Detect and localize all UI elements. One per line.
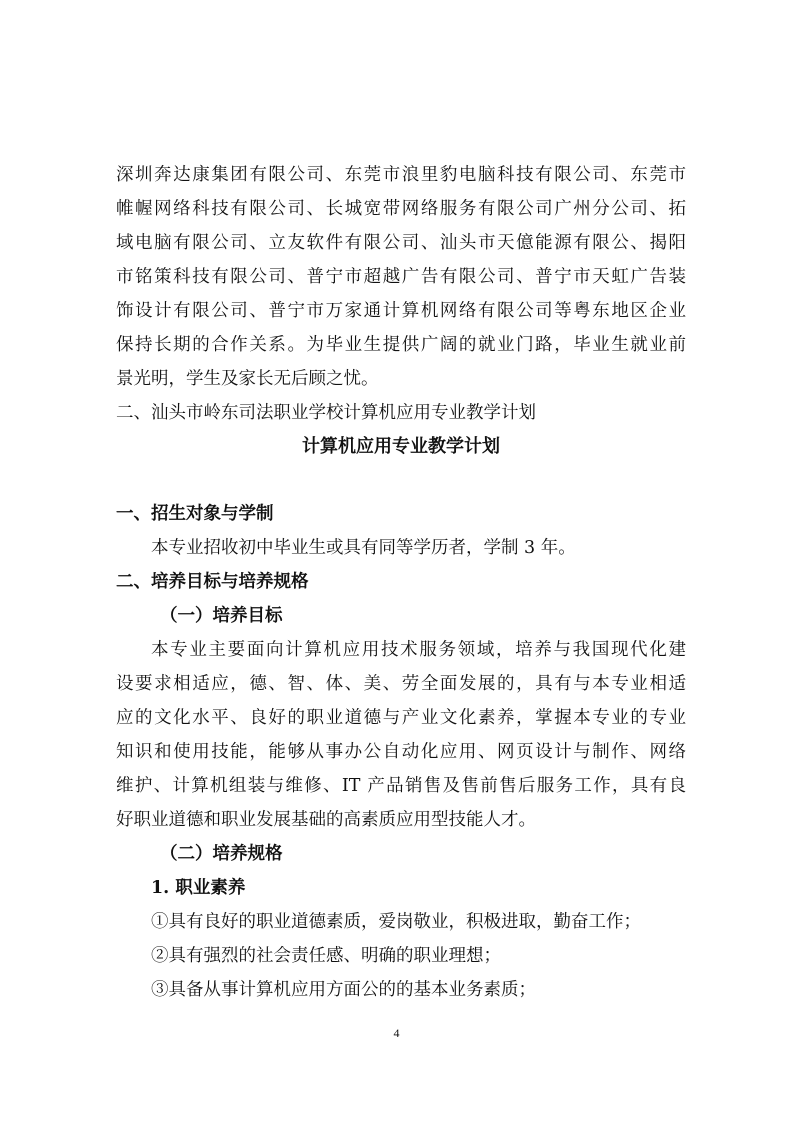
plan-title: 计算机应用专业教学计划 — [302, 436, 500, 457]
page-number: 4 — [393, 1026, 400, 1040]
list-item: ①具有良好的职业道德素质，爱岗敬业，积极进取，勤奋工作； — [151, 912, 641, 932]
paragraph-line: 应的文化水平、良好的职业道德与产业文化素养，掌握本专业的专业 — [116, 708, 686, 728]
list-item: ②具有强烈的社会责任感、明确的职业理想； — [151, 946, 501, 966]
paragraph-line: 设要求相适应，德、智、体、美、劳全面发展的，具有与本专业相适 — [116, 674, 686, 694]
heading-enrollment: 一、招生对象与学制 — [116, 504, 274, 524]
paragraph-line: 本专业主要面向计算机应用技术服务领域，培养与我国现代化建 — [151, 640, 686, 660]
list-item: ③具备从事计算机应用方面公的的基本业务素质； — [151, 980, 536, 1000]
heading-goals-specs: 二、培养目标与培养规格 — [116, 572, 309, 592]
paragraph-line: 知识和使用技能，能够从事办公自动化应用、网页设计与制作、网络 — [116, 742, 686, 762]
subheading-professional-quality: 1. 职业素养 — [151, 878, 246, 898]
paragraph-line: 保持长期的合作关系。为毕业生提供广阔的就业门路，毕业生就业前 — [116, 335, 686, 355]
paragraph-line: 好职业道德和职业发展基础的高素质应用型技能人才。 — [116, 810, 536, 830]
enrollment-text: 本专业招收初中毕业生或具有同等学历者，学制 3 年。 — [151, 538, 576, 558]
subheading-specs: （二）培养规格 — [160, 844, 283, 864]
paragraph-line: 景光明，学生及家长无后顾之忧。 — [116, 369, 379, 389]
paragraph-line: 帷幄网络科技有限公司、长城宽带网络服务有限公司广州分公司、拓 — [116, 199, 686, 219]
paragraph-line: 饰设计有限公司、普宁市万家通计算机网络有限公司等粤东地区企业 — [116, 301, 686, 321]
paragraph-line: 市铭策科技有限公司、普宁市超越广告有限公司、普宁市天虹广告装 — [116, 267, 686, 287]
subheading-goals: （一）培养目标 — [160, 606, 283, 626]
paragraph-line: 深圳奔达康集团有限公司、东莞市浪里豹电脑科技有限公司、东莞市 — [116, 165, 686, 185]
paragraph-line: 域电脑有限公司、立友软件有限公司、汕头市天億能源有限公、揭阳 — [116, 233, 686, 253]
paragraph-line: 维护、计算机组装与维修、IT 产品销售及售前售后服务工作，具有良 — [116, 776, 686, 796]
section-heading: 二、汕头市岭东司法职业学校计算机应用专业教学计划 — [116, 403, 536, 423]
